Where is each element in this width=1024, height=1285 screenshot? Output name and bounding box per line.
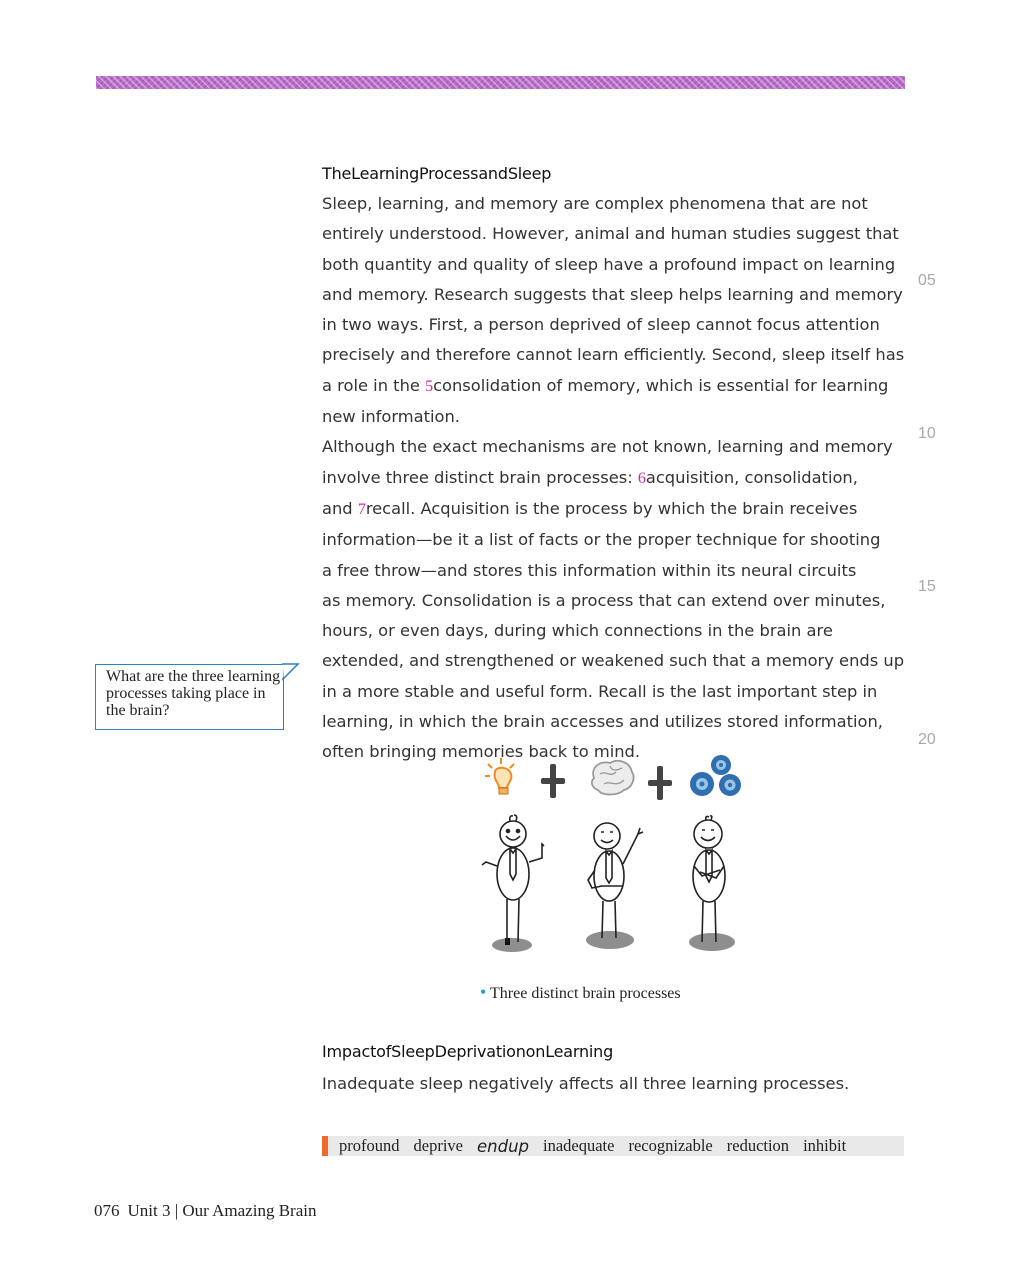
vocab-accent-bar bbox=[322, 1136, 328, 1156]
para2-text-c: recall. Acquisition is the process by which the brain receives information—be it a list of facts or the proper technique for shooting a free throw—and stores this information within its neural circuits as memory. Consolidation is a process that can extend over minutes, hours, or even days, during which connections in the brain are extended, and strengthened or weakened such that a memory ends up in a more stable and useful form. Recall is the last important step in learning, in which the brain accesses and utilizes stored information, often bringing memories back to mind. bbox=[322, 498, 905, 762]
unit-title: Unit 3 | Our Amazing Brain bbox=[127, 1201, 317, 1220]
stick-figure-3 bbox=[689, 816, 735, 951]
section-heading-learning-sleep: TheLearningProcessandSleep bbox=[322, 164, 552, 183]
vocab-word: recognizable bbox=[628, 1136, 713, 1155]
vocab-word: endup bbox=[476, 1136, 529, 1156]
vocab-word: reduction bbox=[726, 1136, 790, 1155]
stick-figure-2 bbox=[586, 823, 643, 949]
vocab-word: inhibit bbox=[803, 1136, 847, 1155]
para1-text-b: consolidation of memory, which is essential for learning new information. bbox=[322, 375, 889, 427]
page-number: 076 bbox=[94, 1201, 120, 1220]
vocab-word: inadequate bbox=[543, 1136, 615, 1155]
stick-figure-1 bbox=[482, 815, 544, 952]
lightbulb-icon bbox=[485, 758, 514, 794]
plus-icon bbox=[541, 764, 565, 798]
vocabulary-bar bbox=[322, 1136, 904, 1156]
gears-icon bbox=[690, 755, 741, 796]
section-heading-sleep-deprivation: ImpactofSleepDeprivationonLearning bbox=[322, 1042, 614, 1061]
plus-icon bbox=[648, 766, 672, 800]
callout-tail-icon bbox=[282, 663, 300, 683]
vocab-word: deprive bbox=[413, 1136, 463, 1155]
para2-text-b: acquisition, consolidation, and bbox=[322, 467, 858, 518]
margin-question-callout: What are the three learning processes taking place in the brain? bbox=[95, 664, 284, 730]
para1-text-a: Sleep, learning, and memory are complex phenomena that are not entirely understood. However, animal and human studies suggest that both quantity and quality of sleep have a profound impact on learning and memory. Research suggests that sleep helps learning and memory in two ways. First, a person deprived of sleep cannot focus attention precisely and therefore cannot learn efficiently. Second, sleep itself has a role in the bbox=[322, 194, 905, 395]
bullet-dot-icon: • bbox=[480, 982, 487, 1002]
figure-caption bbox=[480, 982, 681, 1003]
line-number-05: 05 bbox=[918, 272, 936, 289]
brain-icon bbox=[592, 761, 634, 795]
line-number-10: 10 bbox=[918, 425, 936, 442]
page-footer bbox=[94, 1201, 316, 1221]
footnote-marker-6: 6 bbox=[637, 469, 646, 487]
top-decorative-band bbox=[96, 76, 905, 89]
line-number-15: 15 bbox=[918, 578, 936, 595]
body-text-section2: Inadequate sleep negatively affects all three learning processes. bbox=[322, 1074, 850, 1093]
caption-text: Three distinct brain processes bbox=[490, 985, 681, 1002]
para2-text-a: Although the exact mechanisms are not known, learning and memory involve three distinct brain processes: bbox=[322, 437, 893, 487]
brain-processes-figure bbox=[480, 752, 750, 962]
footnote-marker-7: 7 bbox=[357, 500, 366, 518]
line-number-20: 20 bbox=[918, 731, 936, 748]
footnote-marker-5: 5 bbox=[425, 377, 434, 395]
vocab-word: profound bbox=[339, 1136, 400, 1155]
body-text-section1 bbox=[322, 189, 917, 768]
